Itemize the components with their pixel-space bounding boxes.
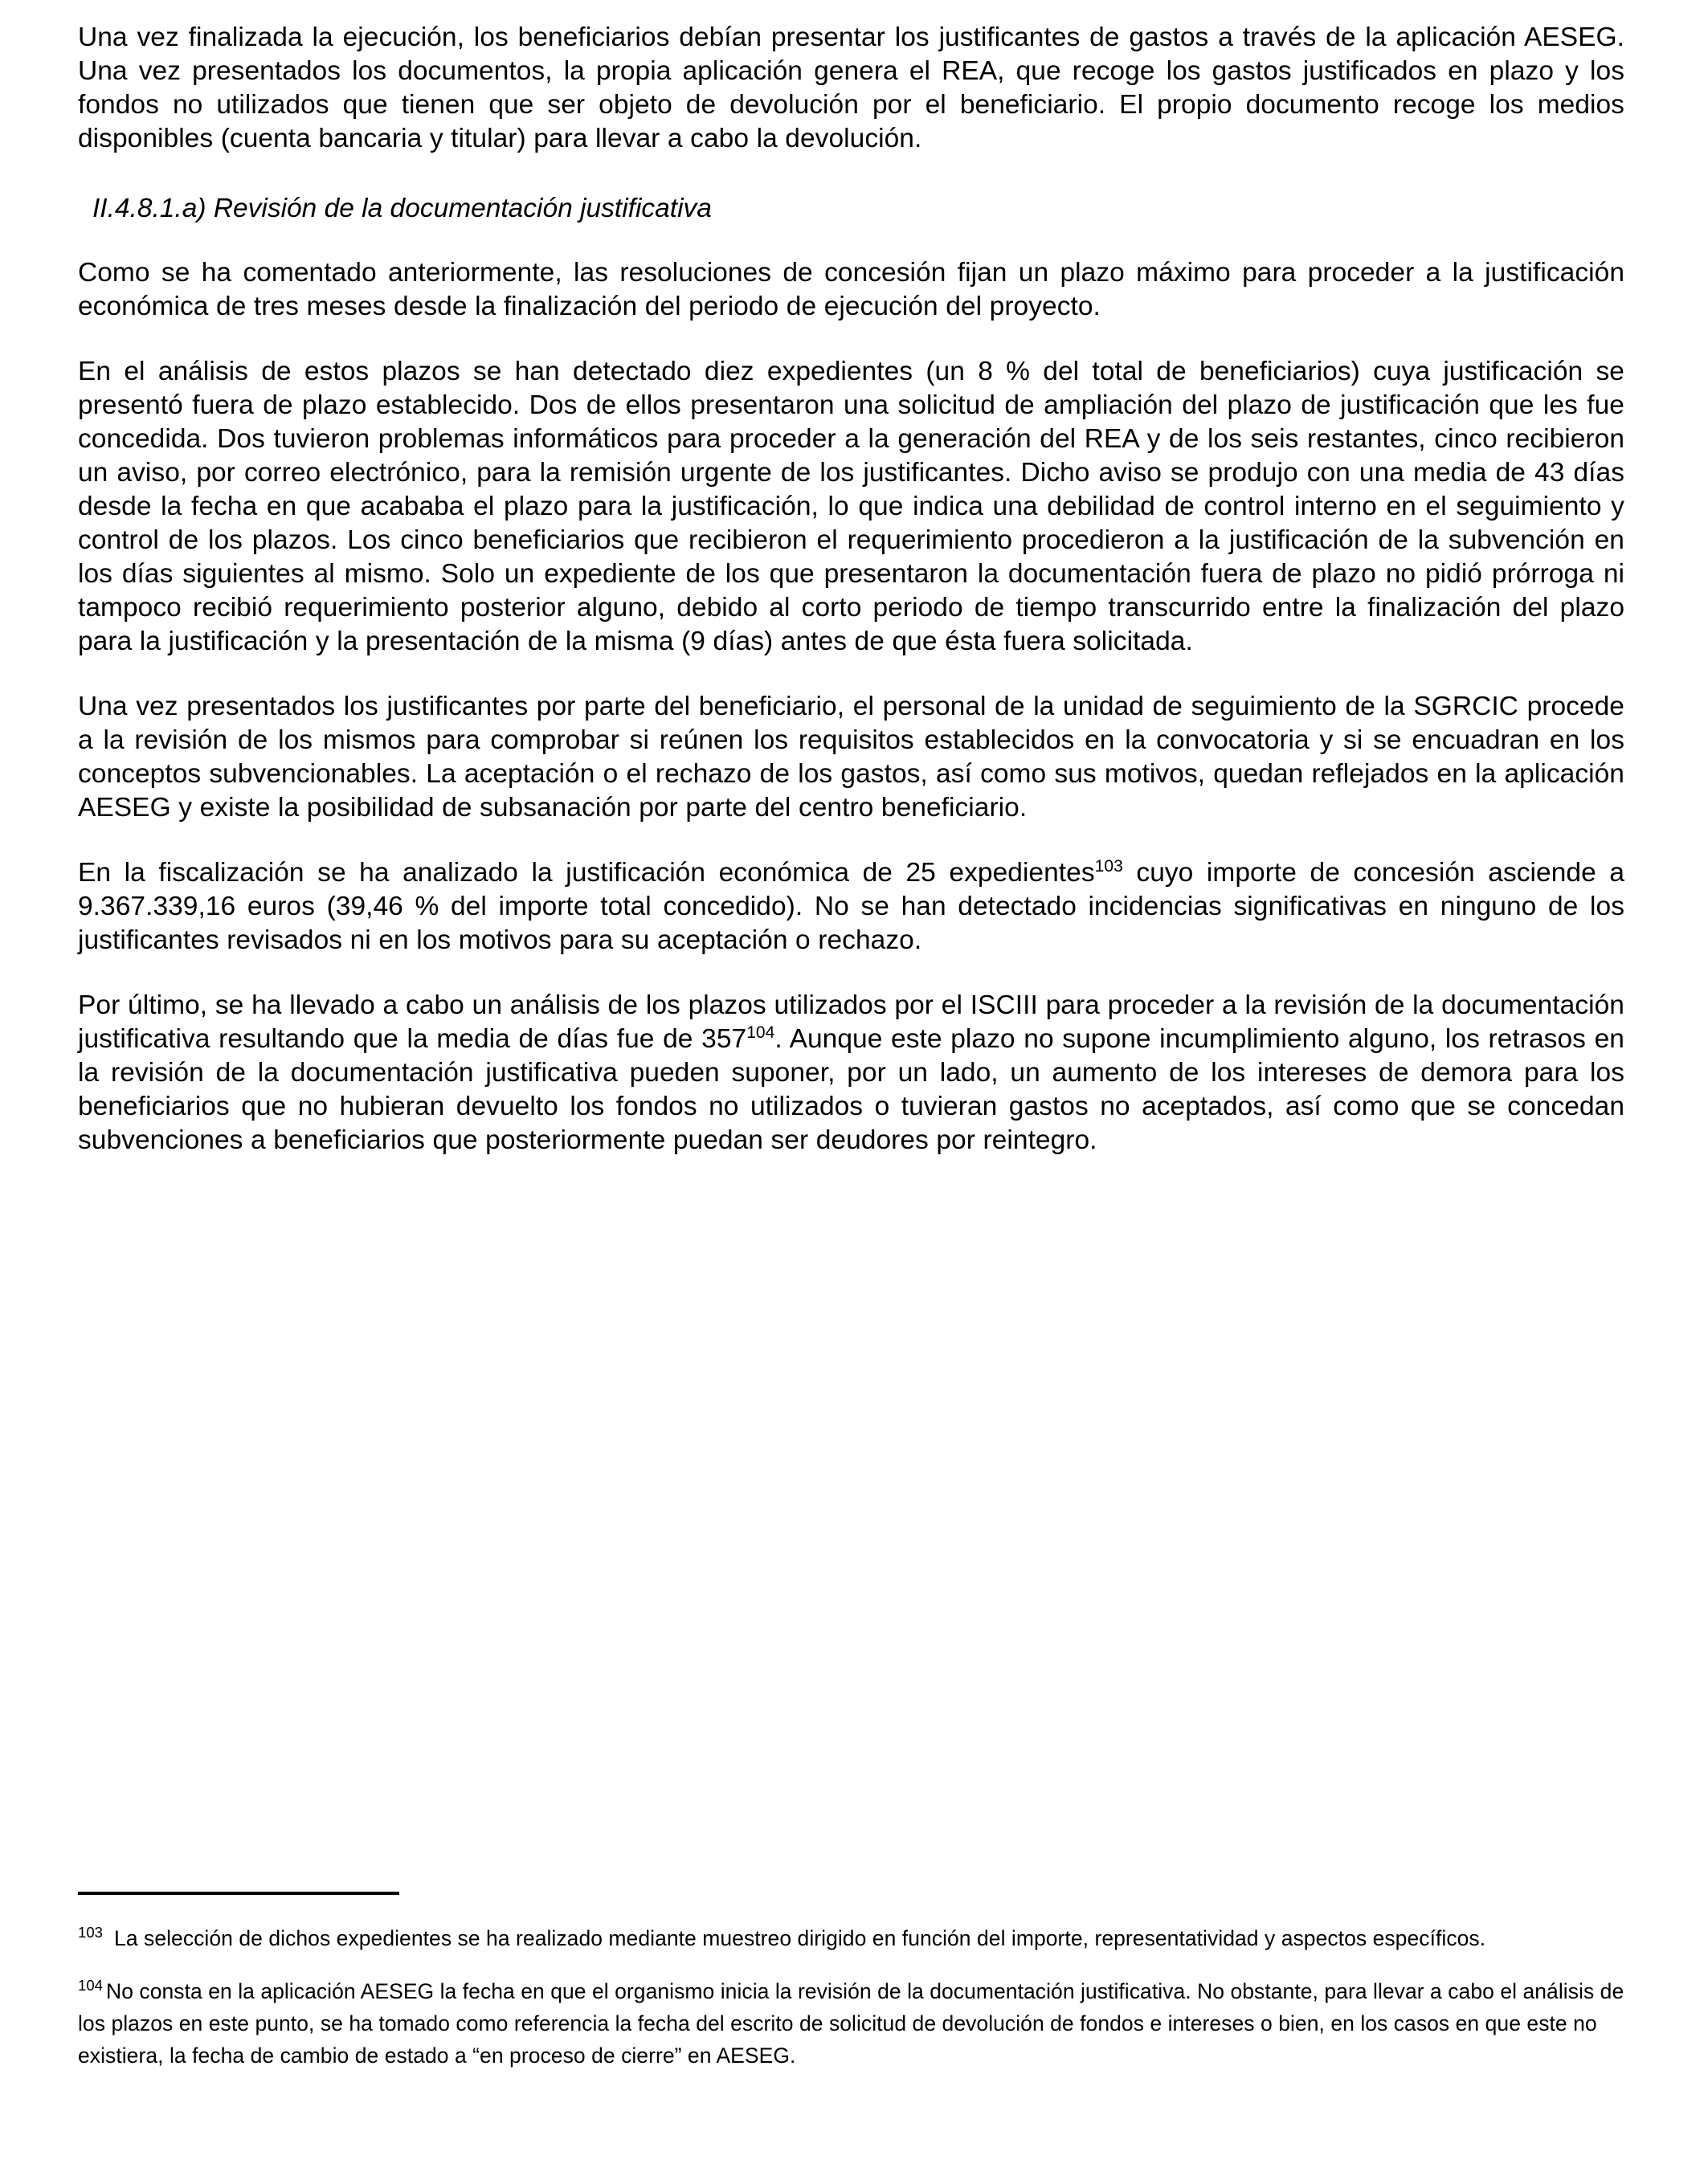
document-body [78,21,1624,1157]
paragraph-intro-justificacion: Una vez finalizada la ejecución, los beneficiarios debían presentar los justificantes de gastos a través de la aplicación AESEG. Una vez presentados los documentos, la propia aplicación genera el REA, que recoge los gastos justificados en plazo y los fondos no utilizados que tienen que ser objeto de devolución por el beneficiario. El propio documento recoge los medios disponibles (cuenta bancaria y titular) para llevar a cabo la devolución. [78,22,1624,153]
paragraph-fiscalizacion-text-after: cuyo importe de concesión asciende a 9.367.339,16 euros (39,46 % del importe total concedido). No se han detectado incidencias significativas en ninguno de los justificantes revisados ni en los motivos para su aceptación o rechazo. [78,858,1624,955]
footnote-item-104 [78,1975,1624,2072]
footnote-text-104: No consta en la aplicación AESEG la fecha en que el organismo inicia la revisión de la documentación justificativa. No obstante, para llevar a cabo el análisis de los plazos en este punto, se ha tomado como referencia la fecha del escrito de solicitud de devolución de fondos e intereses o bien, en los casos en que este no existiera, la fecha de cambio de estado a “en proceso de cierre” en AESEG. [78,1979,1624,2068]
footnote-reference-104[interactable]: 104 [746,1023,775,1042]
paragraph-fiscalizacion-expedientes [78,856,1624,957]
footnote-area [78,1892,1624,2072]
footnote-number-103: 103 [78,1924,104,1941]
paragraph-plazo-maximo: Como se ha comentado anteriormente, las resoluciones de concesión fijan un plazo máximo para proceder a la justificación económica de tres meses desde la finalización del periodo de ejecución del proyecto. [78,258,1624,321]
footnote-reference-103[interactable]: 103 [1094,856,1123,876]
footnote-text-103: La selección de dichos expedientes se ha realizado mediante muestreo dirigido en función del importe, representatividad y aspectos específicos. [114,1926,1486,1950]
paragraph-plazos-text-before: Por último, se ha llevado a cabo un análisis de los plazos utilizados por el ISCIII para proceder a la revisión de la documentación justificativa resultando que la media de días fue de 357 [78,990,1624,1054]
paragraph-analisis-plazos: En el análisis de estos plazos se han detectado diez expedientes (un 8 % del total de beneficiarios) cuya justificación se presentó fuera de plazo establecido. Dos de ellos presentaron una solicitud de ampliación del plazo de justificación que les fue concedida. Dos tuvieron problemas informáticos para proceder a la generación del REA y de los seis restantes, cinco recibieron un aviso, por correo electrónico, para la remisión urgente de los justificantes. Dicho aviso se produjo con una media de 43 días desde la fecha en que acababa el plazo para la justificación, lo que indica una debilidad de control interno en el seguimiento y control de los plazos. Los cinco beneficiarios que recibieron el requerimiento procedieron a la justificación de la subvención en los días siguientes al mismo. Solo un expediente de los que presentaron la documentación fuera de plazo no pidió prórroga ni tampoco recibió requerimiento posterior alguno, debido al corto periodo de tiempo transcurrido entre la finalización del plazo para la justificación y la presentación de la misma (9 días) antes de que ésta fuera solicitada. [78,357,1624,656]
footnote-number-104: 104 [78,1977,104,1994]
paragraph-fiscalizacion-text-before: En la fiscalización se ha analizado la justificación económica de 25 expedientes [78,858,1095,888]
section-heading-revision-documentacion: II.4.8.1.a) Revisión de la documentación justificativa [92,194,712,223]
paragraph-revision-sgrcic: Una vez presentados los justificantes por parte del beneficiario, el personal de la unidad de seguimiento de la SGRCIC procede a la revisión de los mismos para comprobar si reúnen los requisitos establecidos en la convocatoria y si se encuadran en los conceptos subvencionables. La aceptación o el rechazo de los gastos, así como sus motivos, quedan reflejados en la aplicación AESEG y existe la posibilidad de subsanación por parte del centro beneficiario. [78,692,1624,823]
paragraph-plazos-text-after: . Aunque este plazo no supone incumplimiento alguno, los retrasos en la revisión de la documentación justificativa pueden suponer, por un lado, un aumento de los intereses de demora para los beneficiarios que no hubieran devuelto los fondos no utilizados o tuvieran gastos no aceptados, así como que se concedan subvenciones a beneficiarios que posteriormente puedan ser deudores por reintegro. [78,1024,1624,1155]
footnote-separator-rule [78,1892,399,1895]
paragraph-plazos-iscii [78,989,1624,1157]
footnote-item-103 [78,1922,1624,1954]
